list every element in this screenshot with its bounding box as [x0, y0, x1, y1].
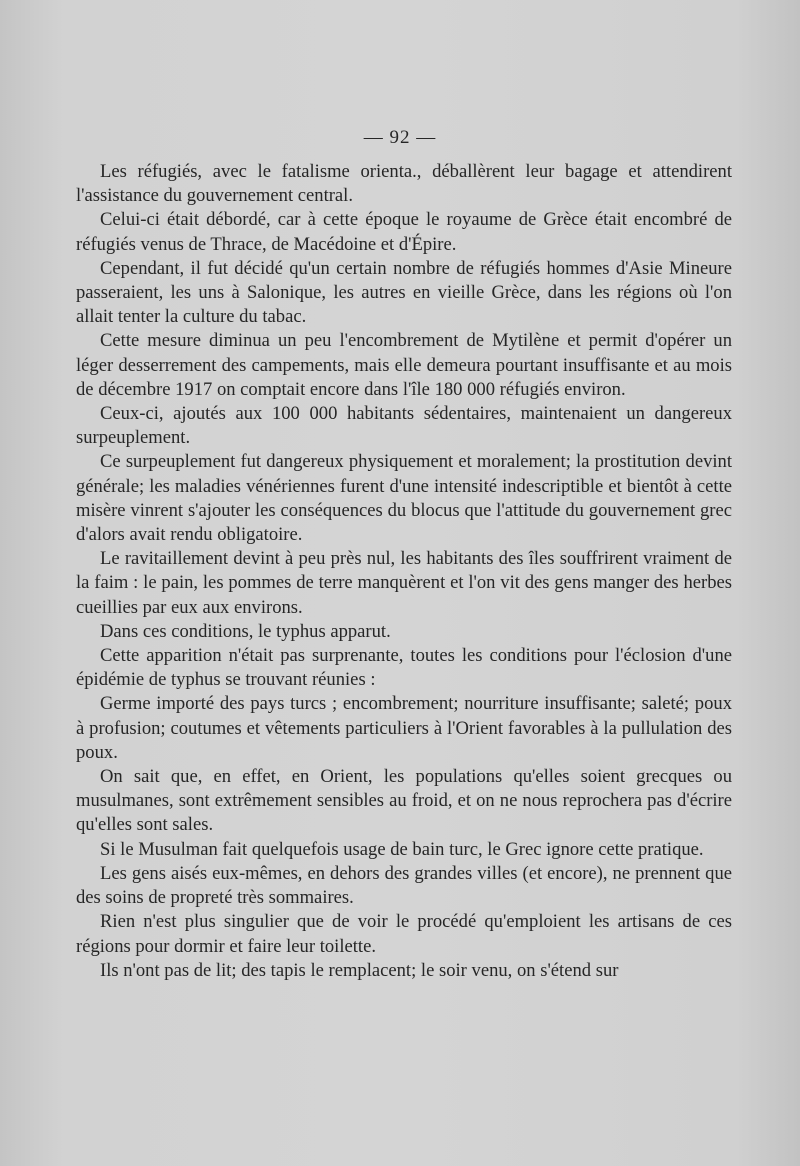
paragraph: Si le Musulman fait quelquefois usage de bain turc, le Grec ignore cette pratique. — [100, 838, 704, 860]
paragraph: On sait que, en effet, en Orient, les populations qu'elles soient grecques ou musulmanes, sont extrêmement sensibles au froid, et on ne nous reprochera pas d'écrire qu'elles sont sales. — [76, 766, 732, 836]
paragraph: Germe importé des pays turcs ; encombrement; nourriture insuffisante; saleté; poux à profusion; coutumes et vêtements particuliers à l'Orient favorables à la pullulation des poux. — [76, 693, 732, 763]
paragraph: Ce surpeuplement fut dangereux physiquement et moralement; la prostitution devint générale; les maladies vénériennes furent d'une intensité indescriptible et bientôt à cette misère vinrent s'ajouter les conséquences du blocus que l'attitude du gouvernement grec d'alors avait rendu obligatoire. — [76, 451, 732, 546]
paragraph: Celui-ci était débordé, car à cette époque le royaume de Grèce était encombré de réfugiés venus de Thrace, de Macédoine et d'Épire. — [76, 209, 732, 255]
paragraph: Le ravitaillement devint à peu près nul, les habitants des îles souffrirent vraiment de la faim : le pain, les pommes de terre manquèrent et l'on vit des gens manger des herbes cueillies par eux aux environs. — [76, 548, 732, 618]
paragraph: Les réfugiés, avec le fatalisme orienta., déballèrent leur bagage et attendirent l'assistance du gouvernement central. — [76, 161, 732, 207]
paragraph: Cette mesure diminua un peu l'encombrement de Mytilène et permit d'opérer un léger desserrement des campements, mais elle demeura pourtant insuffisante et au mois de décembre 1917 on comptait encore dans l'île 180 000 réfugiés environ. — [76, 330, 732, 400]
paragraph: Rien n'est plus singulier que de voir le procédé qu'emploient les artisans de ces régions pour dormir et faire leur toilette. — [76, 911, 732, 957]
page-number: — 92 — — [363, 127, 437, 148]
body-text — [76, 160, 732, 983]
paragraph: Ceux-ci, ajoutés aux 100 000 habitants sédentaires, maintenaient un dangereux surpeuplement. — [76, 403, 732, 449]
paragraph: Dans ces conditions, le typhus apparut. — [100, 620, 391, 642]
paragraph: Cependant, il fut décidé qu'un certain nombre de réfugiés hommes d'Asie Mineure passeraient, les uns à Salonique, les autres en vieille Grèce, dans les régions où l'on allait tenter la culture du tabac. — [76, 257, 732, 328]
paragraph: Les gens aisés eux-mêmes, en dehors des grandes villes (et encore), ne prennent que des soins de propreté très sommaires. — [76, 862, 732, 909]
paragraph: Cette apparition n'était pas surprenante, toutes les conditions pour l'éclosion d'une épidémie de typhus se trouvant réunies : — [76, 645, 732, 691]
paragraph: Ils n'ont pas de lit; des tapis le remplacent; le soir venu, on s'étend sur — [100, 959, 619, 981]
